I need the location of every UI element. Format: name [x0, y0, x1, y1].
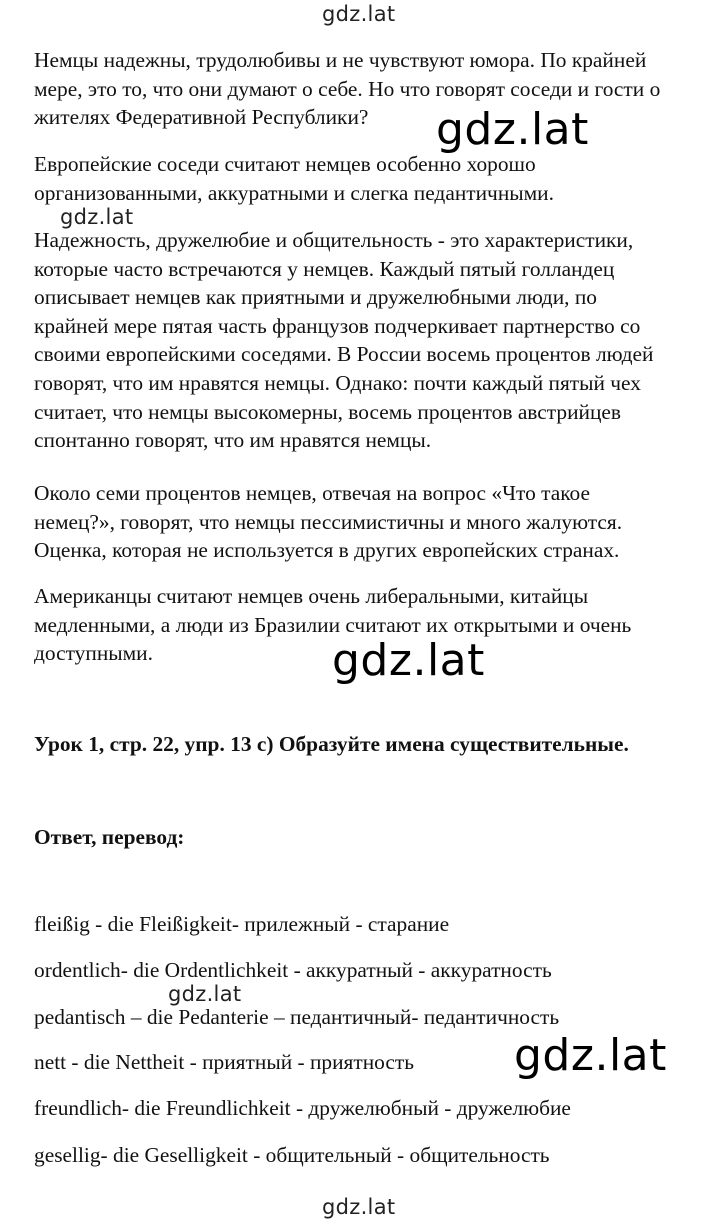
watermark-big-2: gdz.lat: [332, 635, 485, 686]
paragraph-2: Европейские соседи считают немцев особенно хорошо организованными, аккуратными и слегка педантичными.: [34, 152, 554, 205]
word-list-item: gesellig- die Geselligkeit - общительный - общительность: [34, 1143, 550, 1167]
watermark-small-1: gdz.lat: [60, 205, 134, 229]
word-list-item: fleißig - die Fleißigkeit- прилежный - старание: [34, 912, 450, 936]
word-list-item: freundlich- die Freundlichkeit - дружелюбный - дружелюбие: [34, 1096, 571, 1120]
watermark-small-2: gdz.lat: [168, 982, 242, 1006]
word-list-item: nett - die Nettheit - приятный - приятность: [34, 1050, 415, 1074]
word-list-item: ordentlich- die Ordentlichkeit - аккуратный - аккуратность: [34, 958, 552, 982]
watermark-big-3: gdz.lat: [514, 1030, 667, 1081]
paragraph-5: Американцы считают немцев очень либеральными, китайцы медленными, а люди из Бразилии считают их открытыми и очень доступными.: [34, 584, 632, 666]
watermark-big-1: gdz.lat: [436, 104, 589, 155]
paragraph-3: Надежность, дружелюбие и общительность - это характеристики, которые часто встречаются у немцев. Каждый пятый голландец описывает немцев как приятными и дружелюбными люди, по крайней мере пятая часть французов подчеркивает партнерство со своими европейскими соседями. В России восемь процентов людей говорят, что им нравятся немцы. Однако: почти каждый пятый чех считает, что немцы высокомерны, восемь процентов австрийцев спонтанно говорят, что им нравятся немцы.: [34, 228, 654, 453]
answer-heading: Ответ, перевод:: [34, 825, 185, 849]
task-heading: Урок 1, стр. 22, упр. 13 c) Образуйте имена существительные.: [34, 732, 629, 756]
paragraph-1: Немцы надежны, трудолюбивы и не чувствуют юмора. По крайней мере, это то, что они думают о себе. Но что говорят соседи и гости о жителях Федеративной Республики?: [34, 48, 661, 130]
watermark-bottom: gdz.lat: [322, 1195, 396, 1219]
watermark-top: gdz.lat: [322, 2, 396, 26]
word-list-item: pedantisch – die Pedanterie – педантичный- педантичность: [34, 1005, 560, 1029]
paragraph-4: Около семи процентов немцев, отвечая на вопрос «Что такое немец?», говорят, что немцы пессимистичны и много жалуются. Оценка, которая не используется в других европейских странах.: [34, 481, 623, 563]
